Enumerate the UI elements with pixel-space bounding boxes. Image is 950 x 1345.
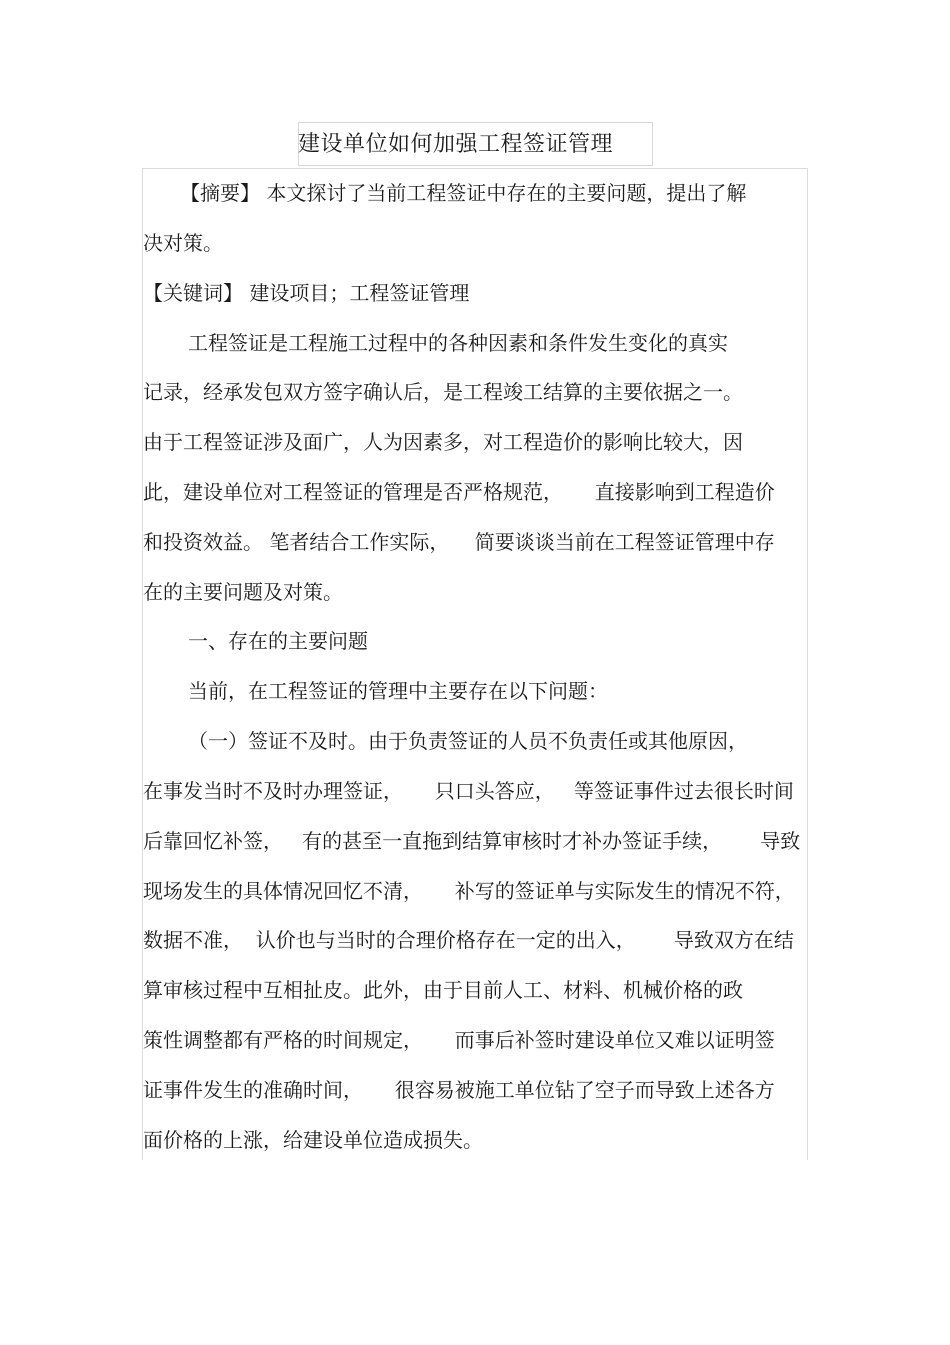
- paragraph-line: 证事件发生的准确时间， 很容易被施工单位钻了空子而导致上述各方: [143, 1078, 775, 1102]
- keywords-line: 【关键词】 建设项目；工程签证管理: [143, 281, 470, 305]
- section-heading: 一、存在的主要问题: [188, 629, 368, 653]
- abstract-line-2: 决对策。: [143, 231, 223, 255]
- paragraph-line: 工程签证是工程施工过程中的各种因素和条件发生变化的真实: [188, 331, 728, 355]
- paragraph-line: 当前，在工程签证的管理中主要存在以下问题：: [188, 679, 608, 703]
- abstract-line-1: 【摘要】 本文探讨了当前工程签证中存在的主要问题，提出了解: [180, 181, 747, 205]
- subsection-line: （一）签证不及时。由于负责签证的人员不负责任或其他原因，: [188, 729, 748, 753]
- paragraph-line: 现场发生的具体情况回忆不清， 补写的签证单与实际发生的情况不符，: [143, 879, 795, 903]
- paragraph-line: 算审核过程中互相扯皮。此外，由于目前人工、材料、机械价格的政: [143, 978, 743, 1002]
- body-frame: [142, 168, 808, 1160]
- paragraph-line: 记录，经承发包双方签字确认后，是工程竣工结算的主要依据之一。: [143, 380, 743, 404]
- document-title: 建设单位如何加强工程签证管理: [298, 132, 614, 157]
- paragraph-line: 面价格的上涨，给建设单位造成损失。: [143, 1128, 483, 1152]
- paragraph-line: 此，建设单位对工程签证的管理是否严格规范， 直接影响到工程造价: [143, 480, 775, 504]
- paragraph-line: 后靠回忆补签， 有的甚至一直拖到结算审核时才补办签证手续， 导致: [143, 829, 801, 853]
- paragraph-line: 由于工程签证涉及面广，人为因素多，对工程造价的影响比较大，因: [143, 430, 743, 454]
- paragraph-line: 数据不准， 认价也与当时的合理价格存在一定的出入， 导致双方在结: [143, 928, 794, 952]
- paragraph-line: 在事发当时不及时办理签证， 只口头答应， 等签证事件过去很长时间: [143, 779, 794, 803]
- paragraph-line: 和投资效益。 笔者结合工作实际， 简要谈谈当前在工程签证管理中存: [143, 530, 775, 554]
- paragraph-line: 策性调整都有严格的时间规定， 而事后补签时建设单位又难以证明签: [143, 1028, 775, 1052]
- paragraph-line: 在的主要问题及对策。: [143, 580, 343, 604]
